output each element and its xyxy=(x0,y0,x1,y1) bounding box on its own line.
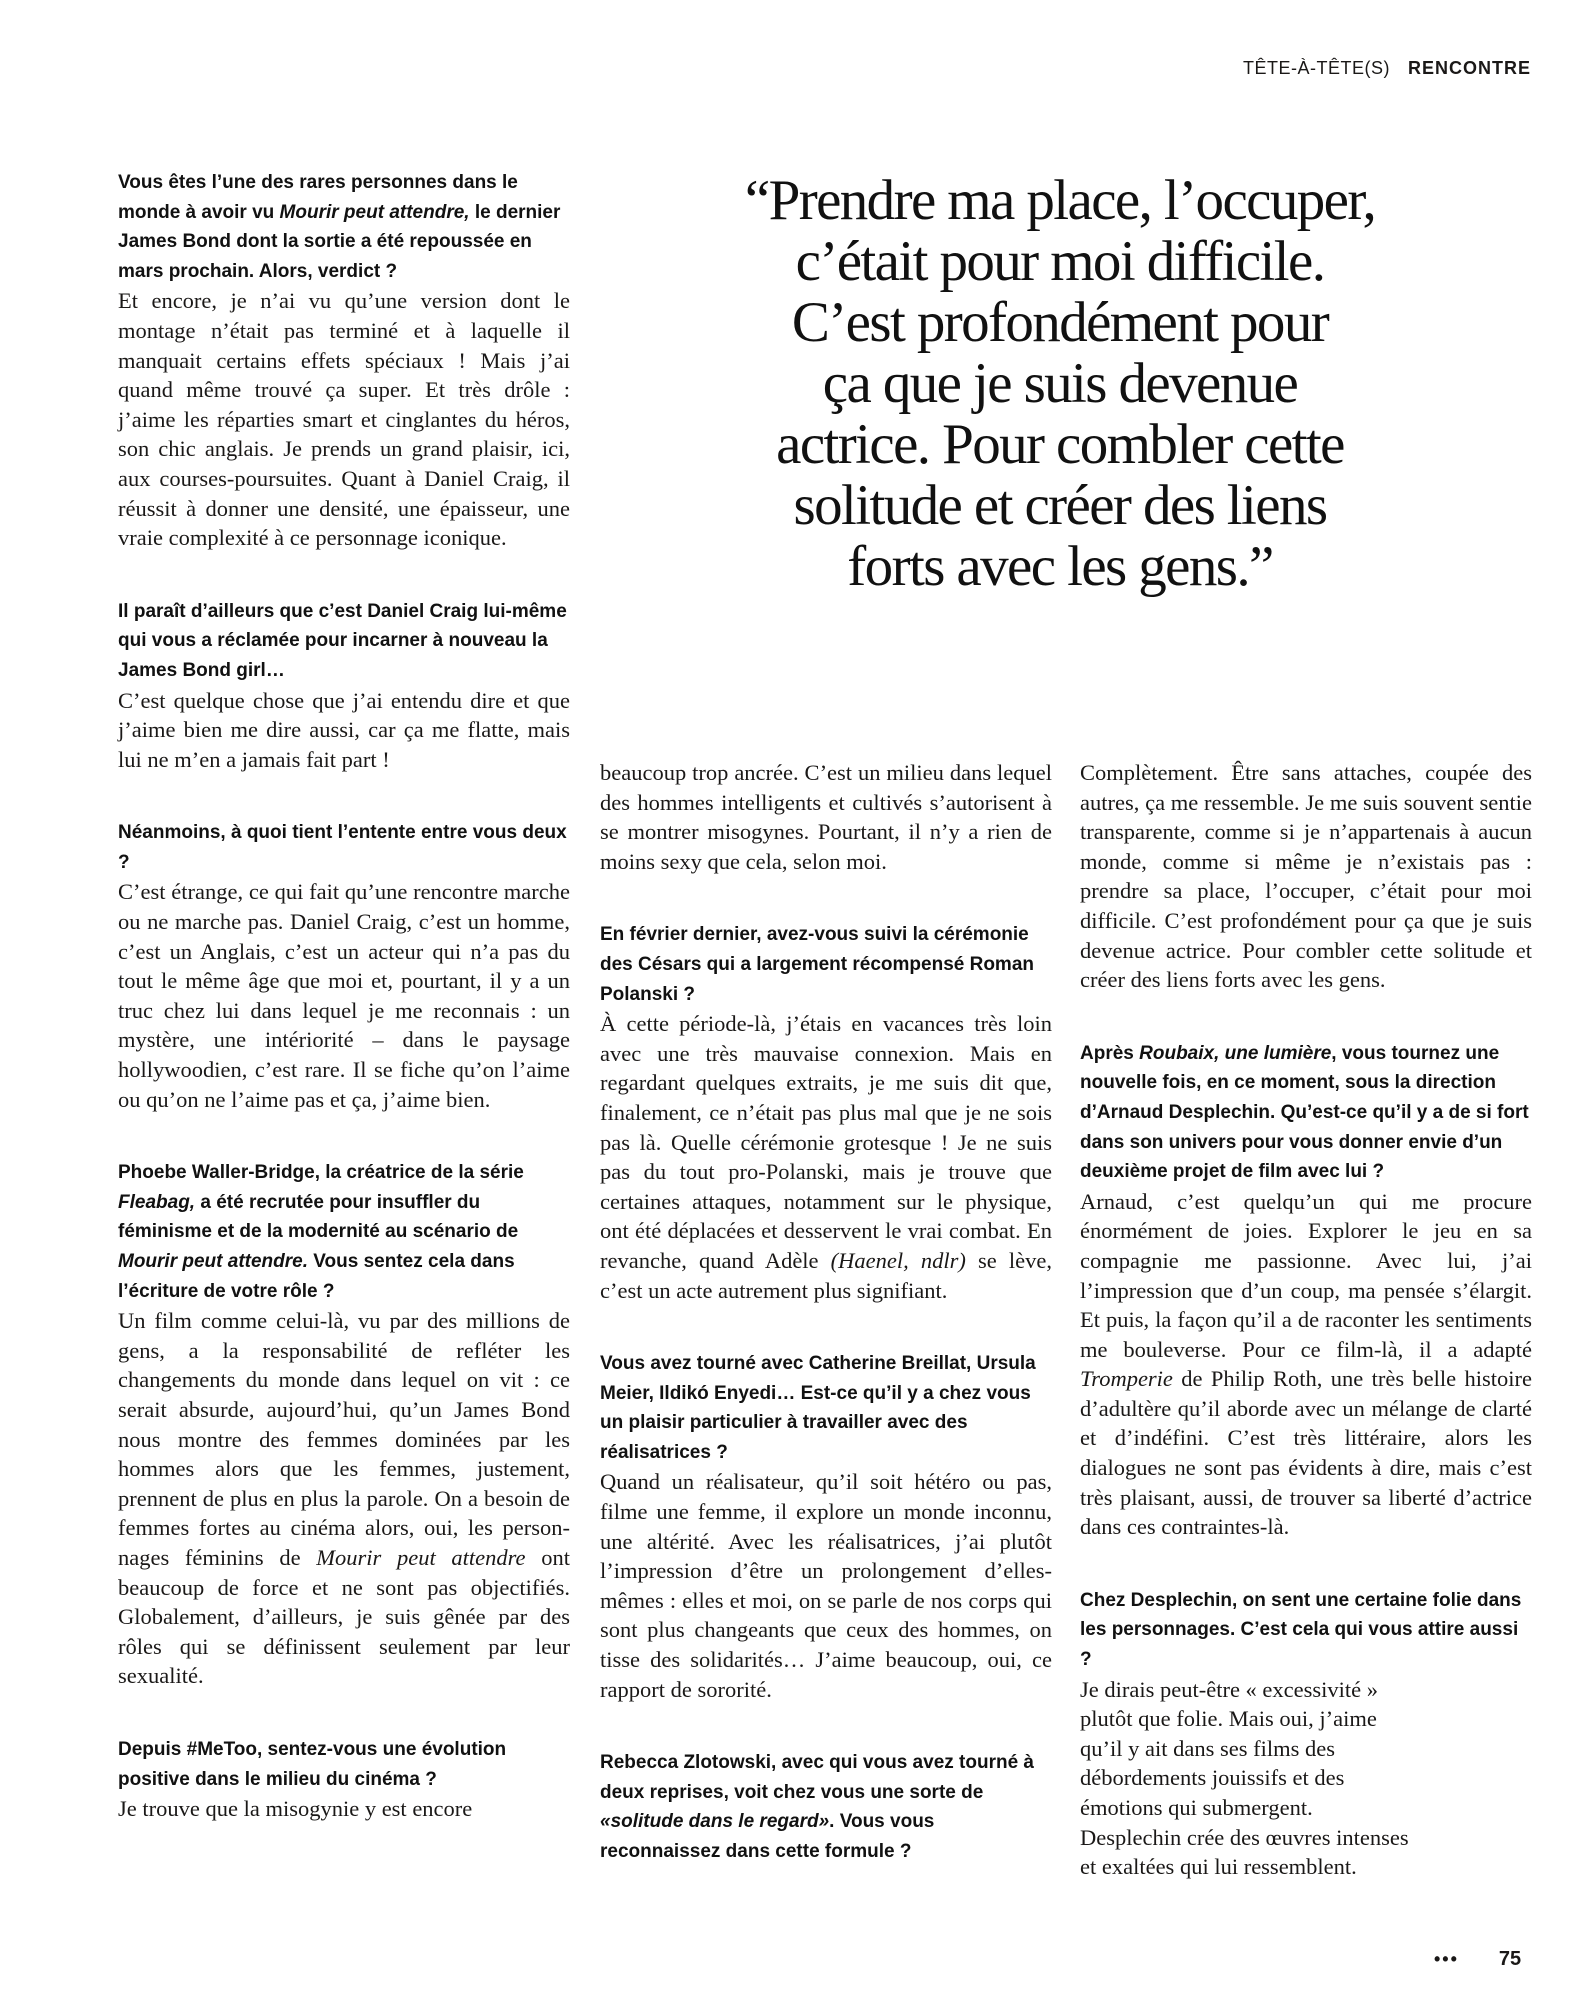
interview-question: Depuis #MeToo, sentez-vous une évolution positive dans le milieu du cinéma ? xyxy=(118,1738,507,1790)
rubric-label: RENCONTRE xyxy=(1407,58,1531,78)
interview-question: Vous avez tourné avec Catherine Breillat, Ursula Meier, Ildikó Enyedi… Est-ce qu’il y a chez vous un plaisir particulier à travailler avec des réalisatrices ? xyxy=(600,1353,1036,1463)
pull-quote-line: solitude et créer des liens xyxy=(793,474,1327,537)
page-footer xyxy=(1434,1948,1521,1971)
pull-quote-line: forts avec les gens.” xyxy=(847,535,1273,598)
running-header xyxy=(1243,58,1531,79)
interview-question: En février dernier, avez-vous suivi la cérémonie des Césars qui a largement récompensé Roman Polanski ? xyxy=(600,924,1034,1005)
pull-quote-line: “Prendre ma place, l’occuper, xyxy=(744,169,1376,232)
interview-question: Néanmoins, à quoi tient l’entente entre vous deux ? xyxy=(118,822,567,873)
interview-answer: Et encore, je n’ai vu qu’une version dont le montage n’était pas terminé et à laquelle il manquait certains effets spéciaux ! Mais j’ai quand même trouvé ça super. Et très drôle : j’aime les réparties smart et cinglantes du héros, son chic anglais. Je prends un grand plaisir, ici, aux courses-poursuites. Quant à Daniel Craig, il réussit à donner une densité, une épaisseur, une vraie complexité à ce personnage iconique. xyxy=(118,288,570,551)
interview-question: Chez Desplechin, on sent une certaine folie dans les personnages. C’est cela qui vous attire aussi ? xyxy=(1080,1589,1522,1671)
interview-question: Rebecca Zlotowski, avec qui vous avez tourné à deux reprises, voit chez vous une sorte de «solitude dans le regard». Vous vous reconnaissez dans cette formule ? xyxy=(600,1752,1034,1862)
interview-question: Après Roubaix, une lumière, vous tournez une nouvelle fois, en ce moment, sous la direction d’Arnaud Desplechin. Qu’est-ce qu’il y a de si fort dans son univers pour vous donner envie d’un deuxième projet de film avec lui ? xyxy=(1080,1042,1529,1183)
page-number: 75 xyxy=(1498,1948,1522,1970)
interview-answer: Je dirais peut-être « excessivité » plutôt que folie. Mais oui, j’aime qu’il y ait dans ses films des débordements jouissifs et des émotions qui submergent. Desplechin crée des œuvres intenses et exaltées qui lui ressemblent. xyxy=(1080,1676,1409,1880)
interview-answer: Je trouve que la misogynie y est encore xyxy=(118,1796,473,1822)
pull-quote-line: actrice. Pour combler cette xyxy=(776,413,1344,476)
interview-answer: Un film comme celui-là, vu par des millions de gens, a la responsabilité de refléter les changements du monde dans lequel on vit : ce serait absurde, aujourd’hui, qu’un James Bond nous montre des femmes dominées par les hommes alors que les femmes, justement, prennent de plus en plus la parole. On a besoin de femmes fortes au cinéma alors, oui, les personnages féminins de Mourir peut attendre ont beaucoup de force et ne sont pas objectifiés. Globalement, d’ailleurs, je suis gênée par des rôles qui se définissent seulement par leur sexualité. xyxy=(118,1308,570,1689)
pull-quote-line: ça que je suis devenue xyxy=(822,352,1298,415)
pull-quote-line: c’était pour moi difficile. xyxy=(795,230,1325,293)
interview-question: Phoebe Waller-Bridge, la créatrice de la série Fleabag, a été recrutée pour insuffler du féminisme et de la modernité au scénario de Mourir peut attendre. Vous sentez cela dans l’écriture de votre rôle ? xyxy=(118,1162,524,1302)
interview-question: Vous êtes l’une des rares personnes dans le monde à avoir vu Mourir peut attendre, le dernier James Bond dont la sortie a été repoussée en mars prochain. Alors, verdict ? xyxy=(118,172,561,282)
interview-answer: Complètement. Être sans attaches, coupée des autres, ça me ressemble. Je me suis souvent sentie transparente, comme si je n’appartenais à aucun monde, comme si même je n’existais pas : prendre sa place, l’occuper, c’était pour moi difficile. C’est profondément pour ça que je suis devenue actrice. Pour combler cette solitude et créer des liens forts avec les gens. xyxy=(1080,760,1532,993)
pull-quote-line: C’est profondément pour xyxy=(791,291,1329,354)
article-column-1 xyxy=(118,168,570,1824)
article-column-2 xyxy=(600,758,1052,1867)
article-column-3 xyxy=(1080,758,1532,1882)
interview-question: Il paraît d’ailleurs que c’est Daniel Craig lui-même qui vous a réclamée pour incarner à nouveau la James Bond girl… xyxy=(118,600,567,681)
interview-answer: C’est quelque chose que j’ai entendu dire et que j’aime bien me dire aussi, car ça me flatte, mais lui ne m’en a jamais fait part ! xyxy=(118,687,570,772)
interview-answer: À cette période-là, j’étais en vacances très loin avec une très mauvaise connexion. Mais en regardant quelques extraits, je me suis dit que, finalement, ce n’était pas plus mal que je ne sois pas là. Quelle cérémonie grotesque ! Je ne suis pas du tout pro-Polanski, mais je trouve que certaines attaques, notamment sur le physique, ont été déplacées et desservent le vrai combat. En revanche, quand Adèle (Haenel, ndlr) se lève, c’est un acte autrement plus signifiant. xyxy=(600,1011,1052,1303)
interview-answer-continued: beaucoup trop ancrée. C’est un milieu dans lequel des hommes intelligents et cultivés s’autorisent à se montrer misogynes. Pourtant, il n’y a rien de moins sexy que cela, selon moi. xyxy=(600,760,1052,874)
continuation-dots-icon: ••• xyxy=(1434,1949,1459,1969)
interview-answer: Quand un réalisateur, qu’il soit hétéro ou pas, filme une femme, il explore un monde inconnu, une altérité. Avec les réalisatrices, j’ai plutôt l’impression d’être un prolongement d’elles-mêmes : elles et moi, on se parle de nos corps qui sont plus changeants que ceux des hommes, on tisse des solidarités… J’aime beaucoup, oui, ce rapport de sororité. xyxy=(600,1469,1052,1702)
interview-answer: Arnaud, c’est quelqu’un qui me procure énormément de joies. Explorer le jeu en sa compagnie me passionne. Avec lui, j’ai l’impression que d’un coup, ma pensée s’élargit. Et puis, la façon qu’il a de raconter les sentiments me bouleverse. Pour ce film-là, il a adapté Tromperie de Philip Roth, une très belle histoire d’adultère qu’il aborde avec un mélange de clarté et d’indéfini. C’est très littéraire, alors les dialogues ne sont pas évidents à dire, mais c’est très plaisant, aussi, de trouver sa liberté d’actrice dans ces contraintes-là. xyxy=(1080,1188,1532,1540)
pull-quote xyxy=(700,170,1420,597)
section-label: TÊTE-À-TÊTE(S) xyxy=(1242,58,1390,78)
interview-answer: C’est étrange, ce qui fait qu’une rencontre marche ou ne marche pas. Daniel Craig, c’est un homme, c’est un Anglais, c’est un acteur qui n’a pas du tout le même âge que moi et, pourtant, il y a un truc chez lui dans lequel je me reconnais : un mystère, une intériorité – dans le paysage hollywoodien, c’est rare. Il se fiche qu’on l’aime ou qu’on ne l’aime pas et ça, j’aime bien. xyxy=(118,879,570,1112)
